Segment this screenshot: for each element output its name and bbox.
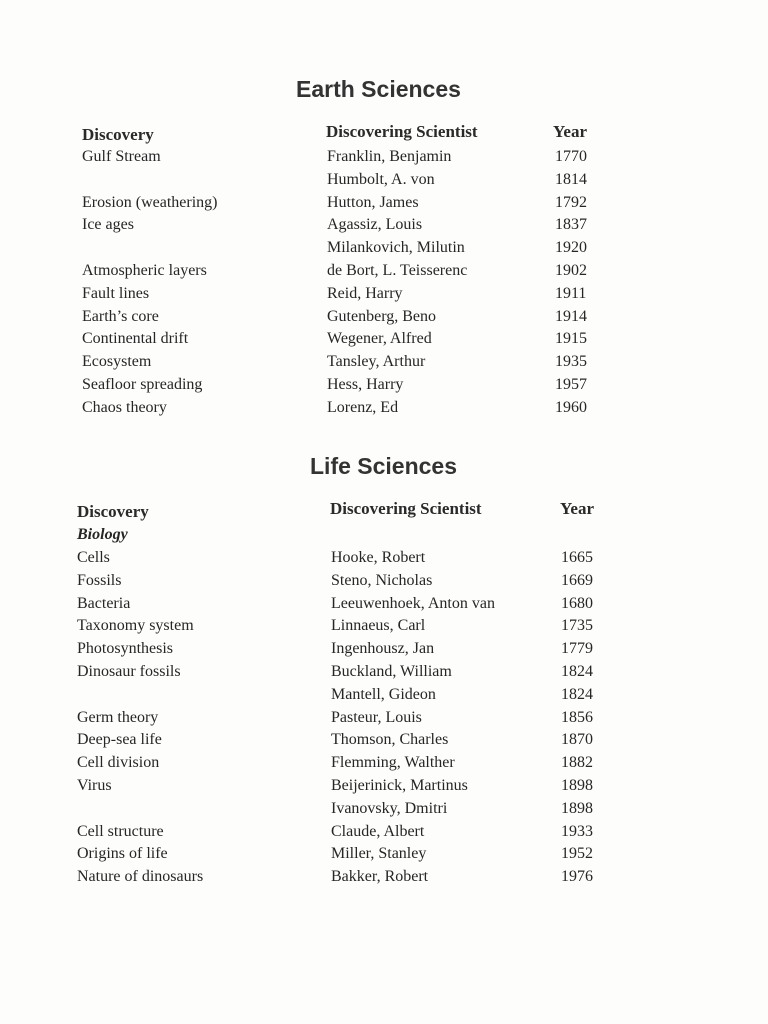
table-row: [0, 661, 768, 684]
life-sciences-table: [0, 547, 768, 889]
year-cell: 1914: [555, 307, 587, 325]
year-cell: 1920: [555, 239, 587, 257]
table-row: [0, 729, 768, 752]
scientist-cell: Beijerinick, Martinus: [331, 776, 468, 794]
scientist-cell: Gutenberg, Beno: [327, 307, 437, 325]
year-cell: 1814: [555, 170, 587, 188]
scientist-cell: Hutton, James: [327, 193, 419, 211]
scientist-cell: Hooke, Robert: [331, 549, 426, 566]
discovery-cell: Cells: [77, 549, 110, 566]
year-cell: 1898: [561, 776, 593, 794]
biology-subheading: Biology: [77, 526, 128, 543]
scientist-cell: Steno, Nicholas: [331, 571, 433, 589]
scientist-cell: Miller, Stanley: [331, 845, 427, 863]
table-row: [0, 306, 768, 329]
scientist-cell: Flemming, Walther: [331, 754, 455, 772]
year-cell: 1870: [561, 731, 593, 749]
scientist-cell: Agassiz, Louis: [327, 216, 423, 234]
scientist-cell: de Bort, L. Teisserenc: [327, 261, 468, 279]
table-row: [0, 169, 768, 192]
year-cell: 1669: [561, 571, 593, 589]
year-cell: 1976: [561, 868, 593, 886]
scientist-cell: Pasteur, Louis: [331, 708, 422, 726]
year-cell: 1735: [561, 617, 593, 635]
year-cell: 1882: [561, 754, 593, 772]
scientist-cell: Wegener, Alfred: [327, 330, 432, 348]
scientist-cell: Mantell, Gideon: [331, 685, 436, 703]
discovery-cell: Nature of dinosaurs: [77, 868, 204, 886]
discovery-cell: Dinosaur fossils: [77, 662, 181, 680]
earth-sciences-title: Earth Sciences: [296, 76, 461, 102]
scientist-cell: Milankovich, Milutin: [327, 239, 465, 257]
year-cell: 1665: [561, 549, 593, 566]
table-row: [0, 752, 768, 775]
discovery-cell: Deep-sea life: [77, 731, 162, 749]
table-row: [0, 798, 768, 821]
year-cell: 1770: [555, 148, 587, 165]
discovery-cell: Virus: [77, 776, 112, 794]
year-cell: 1824: [561, 685, 593, 703]
table-row: [0, 328, 768, 351]
table-row: [0, 397, 768, 420]
table-row: [0, 146, 768, 169]
scientist-cell: Reid, Harry: [327, 284, 403, 302]
scientist-cell: Linnaeus, Carl: [331, 617, 426, 635]
table-row: [0, 707, 768, 730]
table-row: [0, 638, 768, 661]
year-cell: 1933: [561, 822, 593, 840]
table-row: [0, 775, 768, 798]
discovery-cell: Erosion (weathering): [82, 193, 218, 211]
scientist-cell: Hess, Harry: [327, 375, 404, 393]
table-row: [0, 374, 768, 397]
year-cell: 1837: [555, 216, 587, 234]
discovery-cell: Gulf Stream: [82, 148, 161, 165]
table-row: [0, 866, 768, 889]
discovery-cell: Earth’s core: [82, 307, 159, 325]
earth-scientist-header: Discovering Scientist: [326, 122, 478, 141]
discovery-cell: Seafloor spreading: [82, 375, 203, 393]
table-row: [0, 821, 768, 844]
year-cell: 1898: [561, 799, 593, 817]
table-row: [0, 192, 768, 215]
table-row: [0, 593, 768, 616]
discovery-cell: Ice ages: [82, 216, 134, 234]
scientist-cell: Leeuwenhoek, Anton van: [331, 594, 495, 612]
table-row: [0, 283, 768, 306]
discovery-cell: Taxonomy system: [77, 617, 194, 635]
scientist-cell: Tansley, Arthur: [327, 353, 426, 371]
life-year-header: Year: [560, 499, 594, 518]
discovery-cell: Fossils: [77, 571, 122, 589]
earth-discovery-header: Discovery: [82, 125, 154, 144]
scientist-cell: Claude, Albert: [331, 822, 425, 840]
scientist-cell: Ivanovsky, Dmitri: [331, 799, 448, 817]
scientist-cell: Thomson, Charles: [331, 731, 449, 749]
scientist-cell: Franklin, Benjamin: [327, 148, 452, 165]
scientist-cell: Lorenz, Ed: [327, 398, 399, 416]
scientist-cell: Bakker, Robert: [331, 868, 429, 886]
table-row: [0, 351, 768, 374]
discovery-cell: Bacteria: [77, 594, 131, 612]
table-row: [0, 260, 768, 283]
year-cell: 1960: [555, 398, 587, 416]
discovery-cell: Origins of life: [77, 845, 168, 863]
discovery-cell: Cell division: [77, 754, 160, 772]
year-cell: 1935: [555, 353, 587, 371]
earth-sciences-table: [0, 146, 768, 420]
discovery-cell: Photosynthesis: [77, 640, 174, 658]
discovery-cell: Fault lines: [82, 284, 150, 302]
year-cell: 1779: [561, 640, 593, 658]
scientist-cell: Humbolt, A. von: [327, 170, 435, 188]
table-row: [0, 547, 768, 570]
year-cell: 1680: [561, 594, 593, 612]
discovery-cell: Germ theory: [77, 708, 159, 726]
life-sciences-title: Life Sciences: [310, 453, 458, 479]
discovery-cell: Chaos theory: [82, 398, 167, 416]
table-row: [0, 237, 768, 260]
year-cell: 1902: [555, 261, 587, 279]
year-cell: 1856: [561, 708, 593, 726]
scientist-cell: Ingenhousz, Jan: [331, 640, 435, 658]
table-row: [0, 214, 768, 237]
table-row: [0, 615, 768, 638]
earth-year-header: Year: [553, 122, 587, 141]
life-scientist-header: Discovering Scientist: [330, 499, 482, 518]
year-cell: 1957: [555, 375, 587, 393]
scientist-cell: Buckland, William: [331, 662, 452, 680]
year-cell: 1824: [561, 662, 593, 680]
discovery-cell: Continental drift: [82, 330, 189, 348]
discovery-cell: Atmospheric layers: [82, 261, 207, 279]
table-row: [0, 843, 768, 866]
discovery-cell: Cell structure: [77, 822, 164, 840]
year-cell: 1915: [555, 330, 587, 348]
year-cell: 1911: [555, 284, 587, 302]
year-cell: 1952: [561, 845, 593, 863]
discovery-cell: Ecosystem: [82, 353, 152, 371]
table-row: [0, 570, 768, 593]
life-discovery-header: Discovery: [77, 502, 149, 521]
year-cell: 1792: [555, 193, 587, 211]
table-row: [0, 684, 768, 707]
